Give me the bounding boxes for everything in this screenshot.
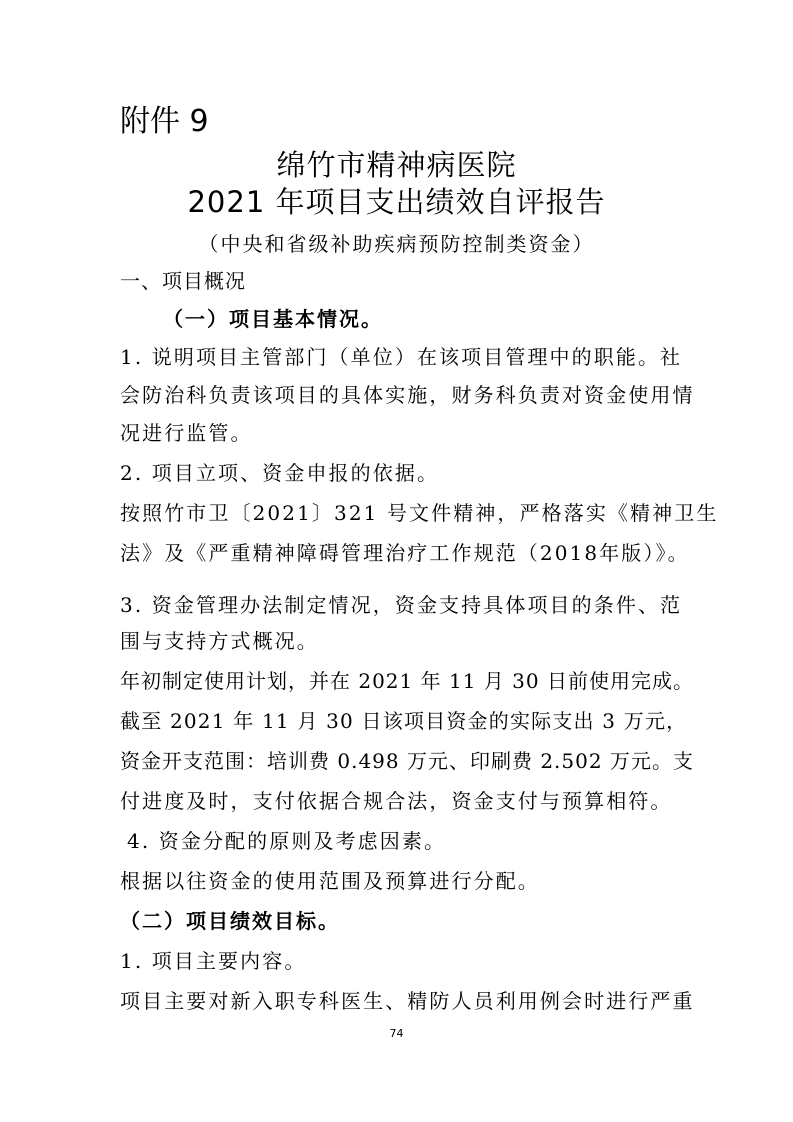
title-line-1: 绵竹市精神病医院 — [276, 148, 517, 182]
paragraph-line: 项目主要对新入职专科医生、精防人员利用例会时进行严重 — [120, 989, 695, 1013]
paragraph-line: 法》及《严重精神障碍管理治疗工作规范（2018年版）》。 — [120, 541, 690, 565]
paragraph-line: 年初制定使用计划，并在 2021 年 11 月 30 日前使用完成。 — [120, 669, 694, 693]
paragraph-line: 资金开支范围：培训费 0.498 万元、印刷费 2.502 万元。支 — [120, 749, 694, 773]
paragraph-line: 况进行监管。 — [120, 421, 253, 445]
paragraph-line: 截至 2021 年 11 月 30 日该项目资金的实际支出 3 万元， — [120, 709, 688, 733]
paragraph-line: 围与支持方式概况。 — [120, 629, 319, 653]
paragraph-line: 付进度及时，支付依据合规合法，资金支付与预算相符。 — [120, 789, 673, 813]
paragraph-line: 3. 资金管理办法制定情况，资金支持具体项目的条件、范 — [120, 593, 683, 617]
attachment-label: 附件 9 — [120, 104, 209, 139]
page-number: 74 — [389, 1027, 404, 1040]
section-heading-overview: 一、项目概况 — [120, 269, 246, 293]
paragraph-line: 1. 说明项目主管部门（单位）在该项目管理中的职能。社 — [120, 345, 683, 369]
paragraph-line: 4. 资金分配的原则及考虑因素。 — [127, 829, 447, 853]
paragraph-line: 1. 项目主要内容。 — [120, 949, 307, 973]
paragraph-line: 2. 项目立项、资金申报的依据。 — [120, 461, 440, 485]
title-line-2: 2021 年项目支出绩效自评报告 — [187, 185, 606, 219]
subtitle: （中央和省级补助疾病预防控制类资金） — [198, 232, 595, 256]
paragraph-line: 根据以往资金的使用范围及预算进行分配。 — [120, 869, 540, 893]
subsection-heading-basic-info: （一）项目基本情况。 — [163, 307, 383, 331]
paragraph-line: 会防治科负责该项目的具体实施，财务科负责对资金使用情 — [120, 383, 695, 407]
subsection-heading-performance-goals: （二）项目绩效目标。 — [120, 909, 340, 933]
paragraph-line: 按照竹市卫〔2021〕321 号文件精神，严格落实《精神卫生 — [120, 501, 719, 525]
